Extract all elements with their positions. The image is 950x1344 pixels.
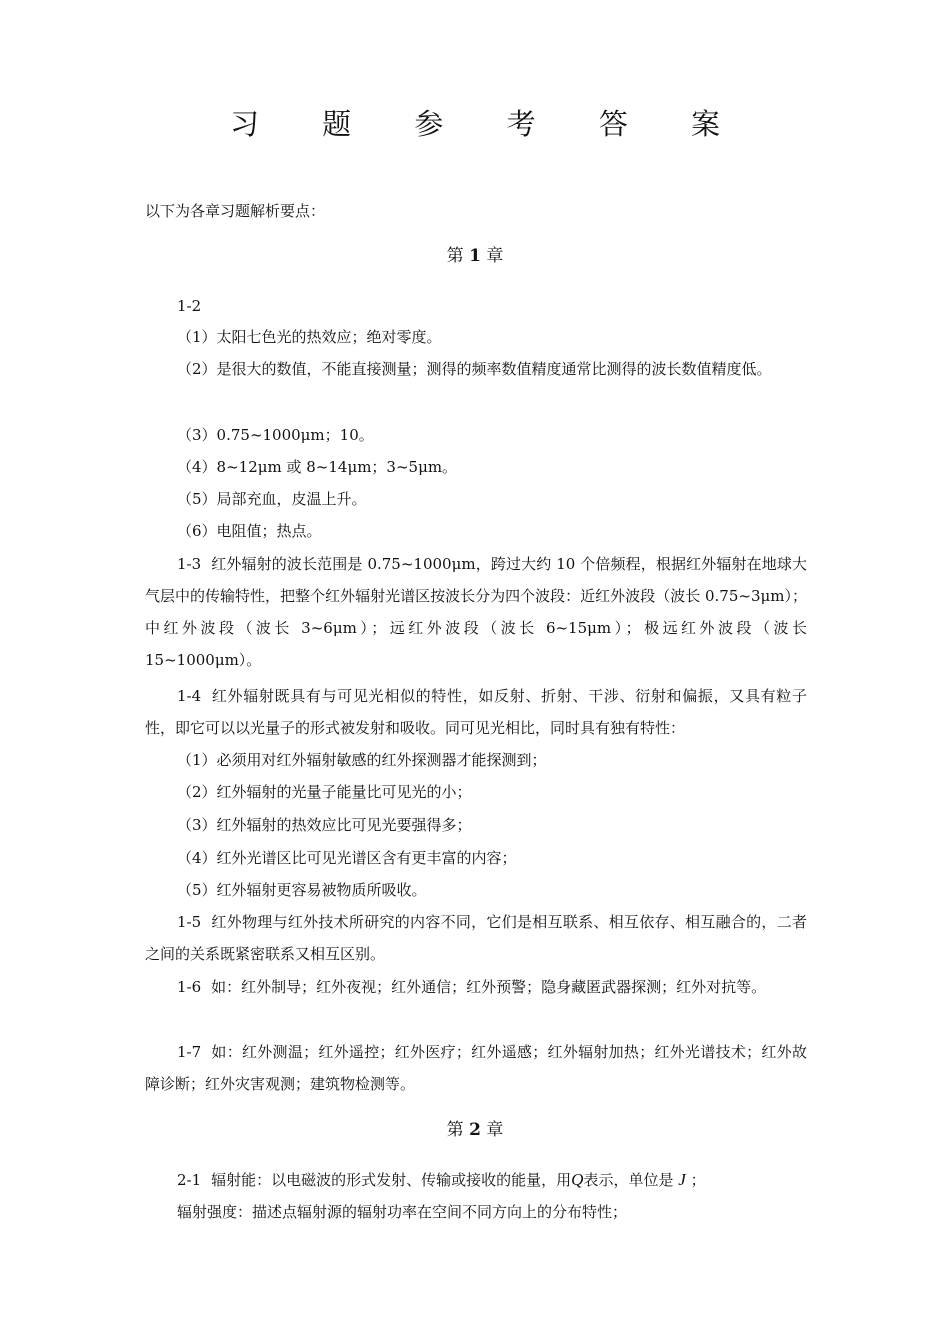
question-1-6	[145, 971, 807, 1003]
answer-text: 红外辐射既具有与可见光相似的特性，如反射、折射、干涉、衍射和偏振，又具有粒子性，即它可以以光量子的形式被发射和吸收。同可见光相比，同时具有独有特性：	[145, 687, 807, 737]
chapter-1-heading	[0, 244, 950, 268]
question-1-2-item-4: （4）8~12μm 或 8~14μm；3~5μm。	[177, 458, 458, 476]
question-1-2-label: 1-2	[177, 297, 202, 315]
question-1-2-item-5: （5）局部充血，皮温上升。	[177, 490, 367, 508]
chapter-2-suffix: 章	[486, 1120, 504, 1140]
answer-text: 红外物理与红外技术所研究的内容不同，它们是相互联系、相互依存、相互融合的，二者之间的关系既紧密联系又相互区别。	[145, 913, 807, 963]
question-number: 1-7	[177, 1043, 202, 1061]
question-number: 2-1	[177, 1171, 202, 1189]
question-number: 1-3	[177, 555, 202, 573]
chapter-1-prefix: 第	[446, 246, 464, 266]
answer-text: 如：红外测温；红外遥控；红外医疗；红外遥感；红外辐射加热；红外光谱技术；红外故障诊断；红外灾害观测；建筑物检测等。	[145, 1043, 807, 1093]
question-1-3	[145, 548, 807, 676]
question-number: 1-5	[177, 913, 202, 931]
question-1-2-item-1: （1）太阳七色光的热效应；绝对零度。	[177, 328, 442, 346]
answer-text: 红外辐射的波长范围是 0.75~1000μm，跨过大约 10 个倍频程，根据红外辐射在地球大气层中的传输特性，把整个红外辐射光谱区按波长分为四个波段：近红外波段（波长 0.75~3μm）；中红外波段（波长 3~6μm）；远红外波段（波长 6~15μm）；极远红外波段（波长 15~1000μm）。	[145, 555, 807, 669]
chapter-2-heading	[0, 1118, 950, 1142]
intro-text: 以下为各章习题解析要点：	[145, 202, 326, 220]
question-1-7	[145, 1036, 807, 1100]
chapter-2-number: 2	[469, 1120, 481, 1140]
question-1-5	[145, 906, 807, 970]
question-1-4-item-1: （1）必须用对红外辐射敏感的红外探测器才能探测到；	[177, 751, 547, 769]
question-1-2-item-3: （3）0.75~1000μm；10。	[177, 426, 374, 444]
question-2-1	[145, 1164, 807, 1196]
question-1-4	[145, 680, 807, 744]
page-title: 习 题 参 考 答 案	[229, 107, 748, 141]
chapter-2-prefix: 第	[446, 1120, 464, 1140]
answer-text-part-3: ；	[690, 1171, 706, 1189]
answer-text-part-2: 表示，单位是	[583, 1171, 674, 1189]
symbol-j: J	[678, 1170, 686, 1189]
question-1-4-item-4: （4）红外光谱区比可见光谱区含有更丰富的内容；	[177, 849, 517, 867]
question-1-2-item-6: （6）电阻值；热点。	[177, 522, 322, 540]
question-1-2-item-2: （2）是很大的数值，不能直接测量；测得的频率数值精度通常比测得的波长数值精度低。	[177, 360, 772, 378]
answer-text-part-1: 辐射能：以电磁波的形式发射、传输或接收的能量，用	[211, 1171, 572, 1189]
question-1-4-item-3: （3）红外辐射的热效应比可见光要强得多；	[177, 816, 472, 834]
question-1-4-item-5: （5）红外辐射更容易被物质所吸收。	[177, 881, 427, 899]
answer-text: 如：红外制导；红外夜视；红外通信；红外预警；隐身藏匿武器探测；红外对抗等。	[211, 978, 767, 996]
question-1-4-item-2: （2）红外辐射的光量子能量比可见光的小；	[177, 783, 472, 801]
symbol-q: Q	[571, 1170, 584, 1189]
chapter-1-suffix: 章	[486, 246, 504, 266]
chapter-1-number: 1	[469, 246, 481, 266]
question-number: 1-4	[177, 687, 202, 705]
question-2-1-line-2: 辐射强度：描述点辐射源的辐射功率在空间不同方向上的分布特性；	[177, 1203, 628, 1221]
question-number: 1-6	[177, 978, 202, 996]
